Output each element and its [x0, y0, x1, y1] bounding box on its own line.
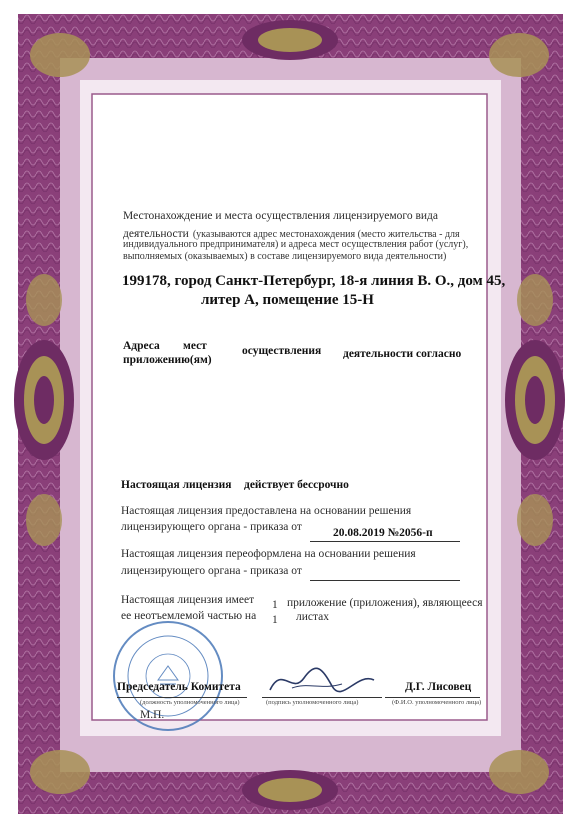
validity-label: Настоящая лицензия: [121, 479, 232, 491]
name-caption: (Ф.И.О. уполномоченного лица): [392, 699, 482, 706]
bottom-medallion: [242, 770, 338, 810]
corner-ornament-top-right: [489, 33, 549, 77]
appendix-line2: ее неотъемлемой частью на: [121, 610, 257, 622]
appendix-count1: 1: [272, 599, 278, 611]
reissued-underline: [310, 580, 460, 581]
validity-value: действует бессрочно: [244, 479, 349, 491]
corner-ornament-bottom-left: [30, 750, 90, 794]
addresses-word4: деятельности согласно: [343, 348, 462, 360]
granted-underline: [310, 541, 460, 542]
signatory-position: Председатель Комитета: [117, 681, 241, 693]
handwritten-signature: [262, 660, 382, 700]
position-caption: (должность уполномоченного лица): [140, 699, 240, 706]
position-underline: [117, 697, 247, 698]
appendix-count2: 1: [272, 614, 278, 626]
location-heading-main: деятельности: [123, 228, 189, 240]
granted-order-value: 20.08.2019 №2056-п: [333, 527, 433, 539]
appendix-line2-tail: листах: [296, 611, 330, 623]
corner-ornament-bottom-right: [489, 750, 549, 794]
signature-caption: (подпись уполномоченного лица): [266, 699, 359, 706]
side-medallion-left: [14, 340, 74, 460]
appendix-line1: Настоящая лицензия имеет: [121, 594, 255, 606]
signatory-name: Д.Г. Лисовец: [405, 681, 472, 693]
location-heading-line3: индивидуального предпринимателя) и адреса мест осуществления работ (услуг),: [123, 239, 469, 250]
reissued-line1: Настоящая лицензия переоформлена на основании решения: [121, 548, 416, 560]
addresses-word3: осуществления: [242, 345, 322, 357]
side-medallion-right: [505, 340, 565, 460]
address-line1: 199178, город Санкт-Петербург, 18-я линия В. О., дом 45,: [122, 273, 506, 289]
addresses-word2: мест: [183, 340, 207, 352]
granted-line1: Настоящая лицензия предоставлена на основании решения: [121, 505, 412, 517]
signature-underline: [262, 697, 382, 698]
address-line2: литер А, помещение 15-Н: [201, 292, 374, 308]
appendix-line1-tail: приложение (приложения), являющееся: [287, 597, 483, 609]
top-medallion: [242, 20, 338, 60]
location-heading-note: (указываются адрес местонахождения (место жительства - для: [192, 229, 460, 240]
corner-ornament-top-left: [30, 33, 90, 77]
stamp-place-mark: М.П.: [140, 709, 165, 721]
official-stamp: [112, 620, 224, 732]
name-underline: [385, 697, 480, 698]
addresses-line2: приложению(ям): [123, 354, 212, 366]
addresses-word1: Адреса: [123, 340, 160, 352]
reissued-line2: лицензирующего органа - приказа от: [121, 565, 302, 577]
location-heading-line1: Местонахождение и места осуществления лицензируемого вида: [123, 210, 438, 222]
granted-line2: лицензирующего органа - приказа от: [121, 521, 302, 533]
location-heading-line4: выполняемых (оказываемых) в составе лицензируемого вида деятельности): [123, 251, 447, 262]
